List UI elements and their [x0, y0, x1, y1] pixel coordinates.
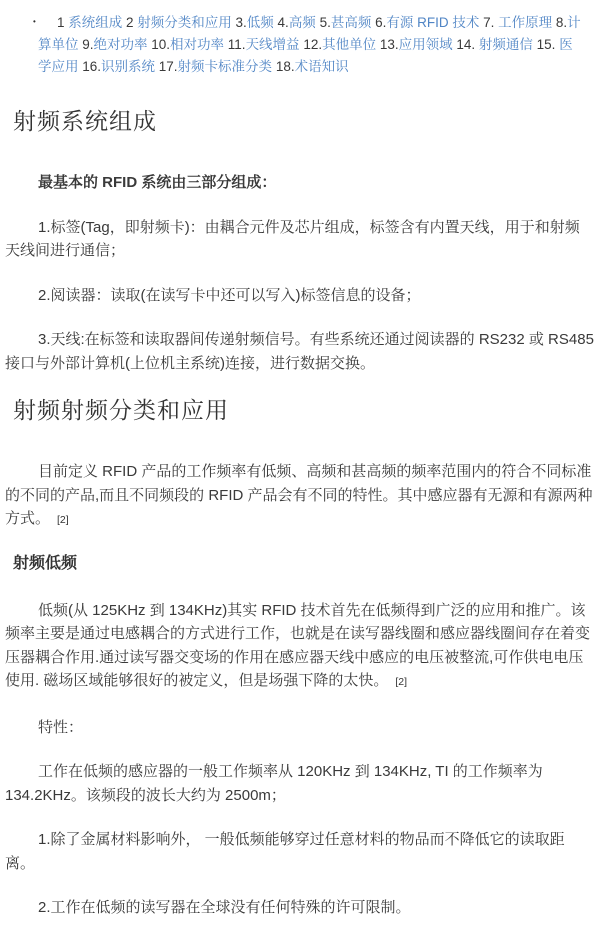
toc-link[interactable]: 天线增益 — [245, 37, 300, 52]
reference-marker: [2] — [395, 676, 408, 688]
toc-link[interactable]: 高频 — [288, 15, 316, 30]
toc-number: 14. — [452, 37, 479, 52]
toc-link[interactable]: 工作原理 — [498, 15, 553, 30]
paragraph-tag-definition: 1.标签(Tag，即射频卡)：由耦合元件及芯片组成，标签含有内置天线，用于和射频天线间进行通信； — [5, 218, 580, 259]
section-heading-classification: 射频射频分类和应用 — [13, 398, 229, 423]
toc-link[interactable]: 学应用 — [38, 59, 79, 74]
paragraph-characteristics-label: 特性： — [38, 718, 84, 736]
paragraph-low-frequency-point-1: 1.除了金属材料影响外， 一般低频能够穿过任意材料的物品而不降低它的读取距离。 — [5, 831, 565, 872]
toc-number: 9. — [78, 37, 94, 52]
toc-number: 10. — [147, 37, 171, 52]
paragraph-text: 目前定义 RFID 产品的工作频率有低频、高频和甚高频的频率范围内的符合不同标准的不同的产品,而且不同频段的 RFID 产品会有不同的特性。其中感应器有无源和有源两种方式。 — [5, 463, 593, 527]
toc-line — [38, 34, 594, 56]
toc-number: 12. — [299, 37, 323, 52]
toc-link[interactable]: 计 — [567, 15, 581, 30]
toc-link[interactable]: 应用领域 — [398, 37, 453, 52]
toc-lines — [38, 12, 594, 78]
paragraph-text: 低频(从 125KHz 到 134KHz)其实 RFID 技术首先在低频得到广泛的应用和推广。该频率主要是通过电感耦合的方式进行工作，也就是在读写器线圈和感应器线圈间存在着变压器耦合作用.通过读写器交变场的作用在感应器天线中感应的电压被整流,可作供电电压使用. 磁场区域能够很好的被定义，但是场强下降的太快。 — [5, 601, 591, 689]
table-of-contents — [5, 12, 594, 78]
toc-number: 11. — [224, 37, 246, 52]
paragraph-rfid-three-parts: 最基本的 RFID 系统由三部分组成： — [38, 174, 277, 191]
toc-link[interactable]: 射频卡标准分类 — [177, 59, 273, 74]
toc-link[interactable]: 甚高频 — [330, 15, 372, 30]
toc-link[interactable]: 有源 RFID 技术 — [386, 15, 480, 30]
toc-number: 17. — [155, 59, 178, 74]
toc-link[interactable]: 其他单位 — [322, 37, 377, 52]
toc-link[interactable]: 医 — [559, 37, 573, 52]
paragraph-low-frequency-intro — [5, 599, 594, 695]
toc-number: 2 — [122, 15, 138, 30]
toc-link[interactable]: 低频 — [246, 15, 274, 30]
toc-number: 16. — [78, 59, 102, 74]
toc-link[interactable]: 系统组成 — [68, 15, 123, 30]
section-heading-system-composition: 射频系统组成 — [13, 109, 157, 134]
paragraph-antenna-definition: 3.天线:在标签和读取器间传递射频信号。有些系统还通过阅读器的 RS232 或 RS485 接口与外部计算机(上位机主系统)连接，进行数据交换。 — [5, 331, 594, 372]
toc-number: 13. — [376, 37, 399, 52]
toc-link[interactable]: 相对功率 — [170, 37, 225, 52]
toc-number: 7. — [479, 15, 499, 30]
toc-link[interactable]: 射频分类和应用 — [137, 15, 232, 30]
paragraph-low-frequency-point-2: 2.工作在低频的读写器在全球没有任何特殊的许可限制。 — [38, 899, 411, 916]
toc-line — [38, 56, 594, 78]
toc-number: 18. — [272, 59, 295, 74]
toc-number: 8. — [552, 15, 568, 30]
toc-link[interactable]: 射频通信 — [478, 37, 533, 52]
subheading-low-frequency: 射频低频 — [13, 554, 78, 572]
toc-number: 3. — [231, 15, 247, 30]
toc-link[interactable]: 算单位 — [38, 37, 79, 52]
toc-line — [38, 12, 594, 34]
list-bullet-icon: • — [33, 17, 36, 26]
toc-number: 5. — [315, 15, 331, 30]
toc-number: 1 — [57, 15, 69, 30]
toc-number: 6. — [371, 15, 387, 30]
toc-number: 15. — [532, 37, 560, 52]
paragraph-reader-definition: 2.阅读器：读取(在读写卡中还可以写入)标签信息的设备； — [38, 286, 421, 304]
reference-marker: [2] — [57, 514, 69, 526]
paragraph-frequency-overview — [5, 460, 594, 533]
paragraph-low-frequency-detail: 工作在低频的感应器的一般工作频率从 120KHz 到 134KHz, TI 的工作频率为134.2KHz。该频段的波长大约为 2500m； — [5, 763, 543, 804]
toc-link[interactable]: 绝对功率 — [93, 37, 148, 52]
toc-link[interactable]: 识别系统 — [101, 59, 156, 74]
toc-number: 4. — [273, 15, 289, 30]
toc-link[interactable]: 术语知识 — [294, 59, 349, 74]
